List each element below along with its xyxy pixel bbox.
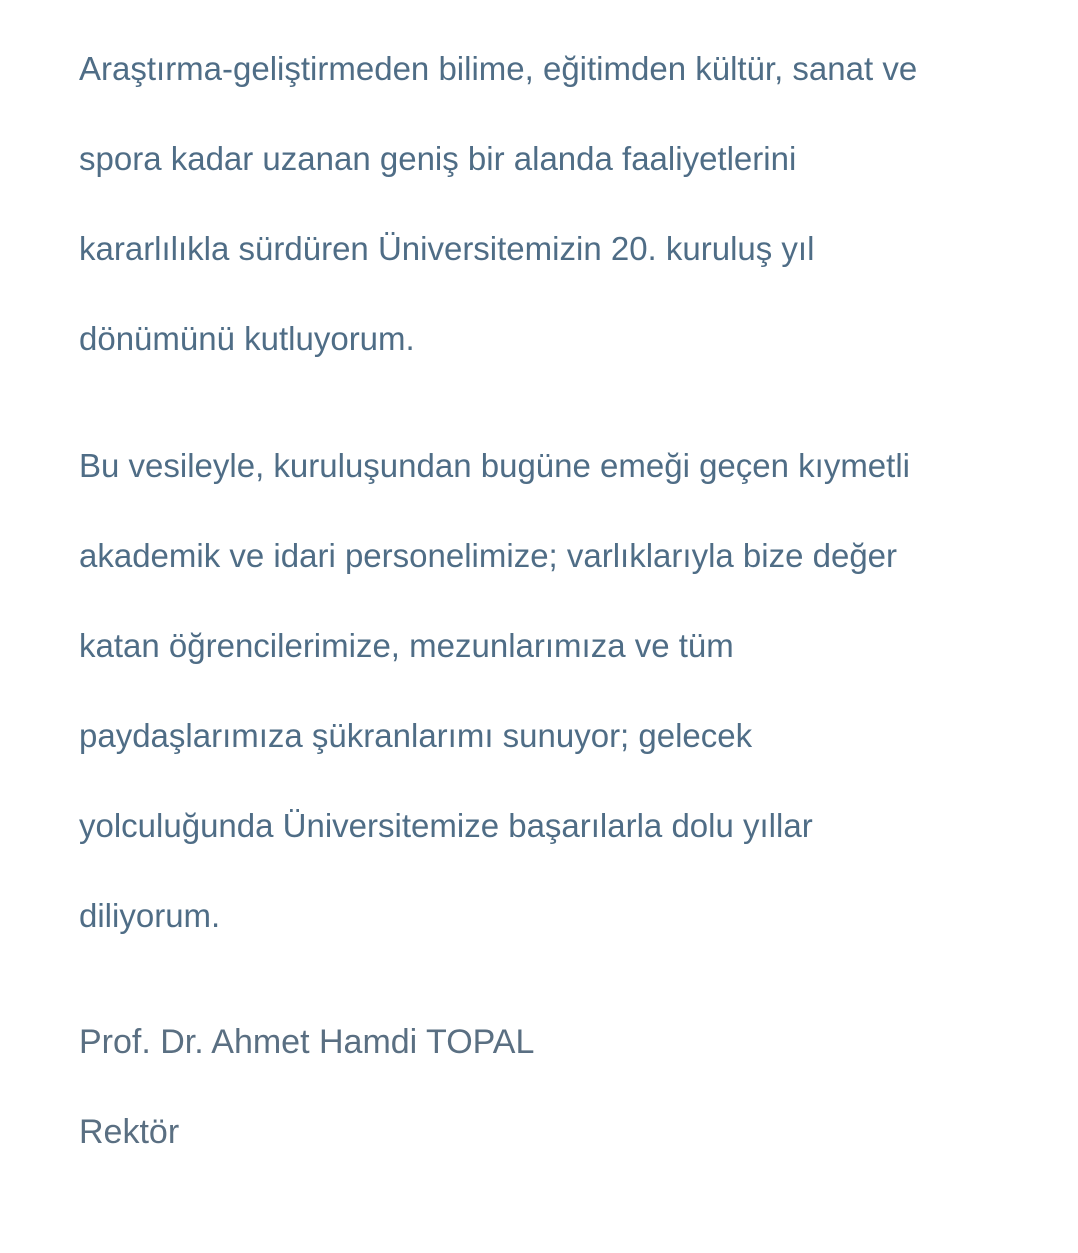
- paragraph-spacer: [79, 972, 1039, 1009]
- paragraph-line: diliyorum.: [79, 897, 221, 934]
- paragraph-line: yolculuğunda Üniversitemize başarılarla dolu yıllar: [79, 807, 813, 844]
- signature-name: Prof. Dr. Ahmet Hamdi TOPAL: [79, 1023, 535, 1061]
- paragraph-line: akademik ve idari personelimize; varlıklarıyla bize değer: [79, 537, 898, 574]
- paragraph-line: katan öğrencilerimize, mezunlarımıza ve tüm: [79, 627, 734, 664]
- signature-block: [79, 1009, 1039, 1189]
- paragraph-anniversary: [79, 35, 1039, 395]
- paragraph-line: Araştırma-geliştirmeden bilime, eğitimden kültür, sanat ve: [79, 50, 918, 87]
- message-content: [79, 35, 1039, 1189]
- paragraph-line: dönümünü kutluyorum.: [79, 320, 415, 357]
- signature-title: Rektör: [79, 1113, 180, 1151]
- paragraph-line: Bu vesileyle, kuruluşundan bugüne emeği geçen kıymetli: [79, 447, 910, 484]
- paragraph-line: kararlılıkla sürdüren Üniversitemizin 20. kuruluş yıl: [79, 230, 815, 267]
- paragraph-line: paydaşlarımıza şükranlarımı sunuyor; gelecek: [79, 717, 753, 754]
- paragraph-thanks: [79, 432, 1039, 972]
- paragraph-line: spora kadar uzanan geniş bir alanda faaliyetlerini: [79, 140, 797, 177]
- paragraph-spacer: [79, 395, 1039, 432]
